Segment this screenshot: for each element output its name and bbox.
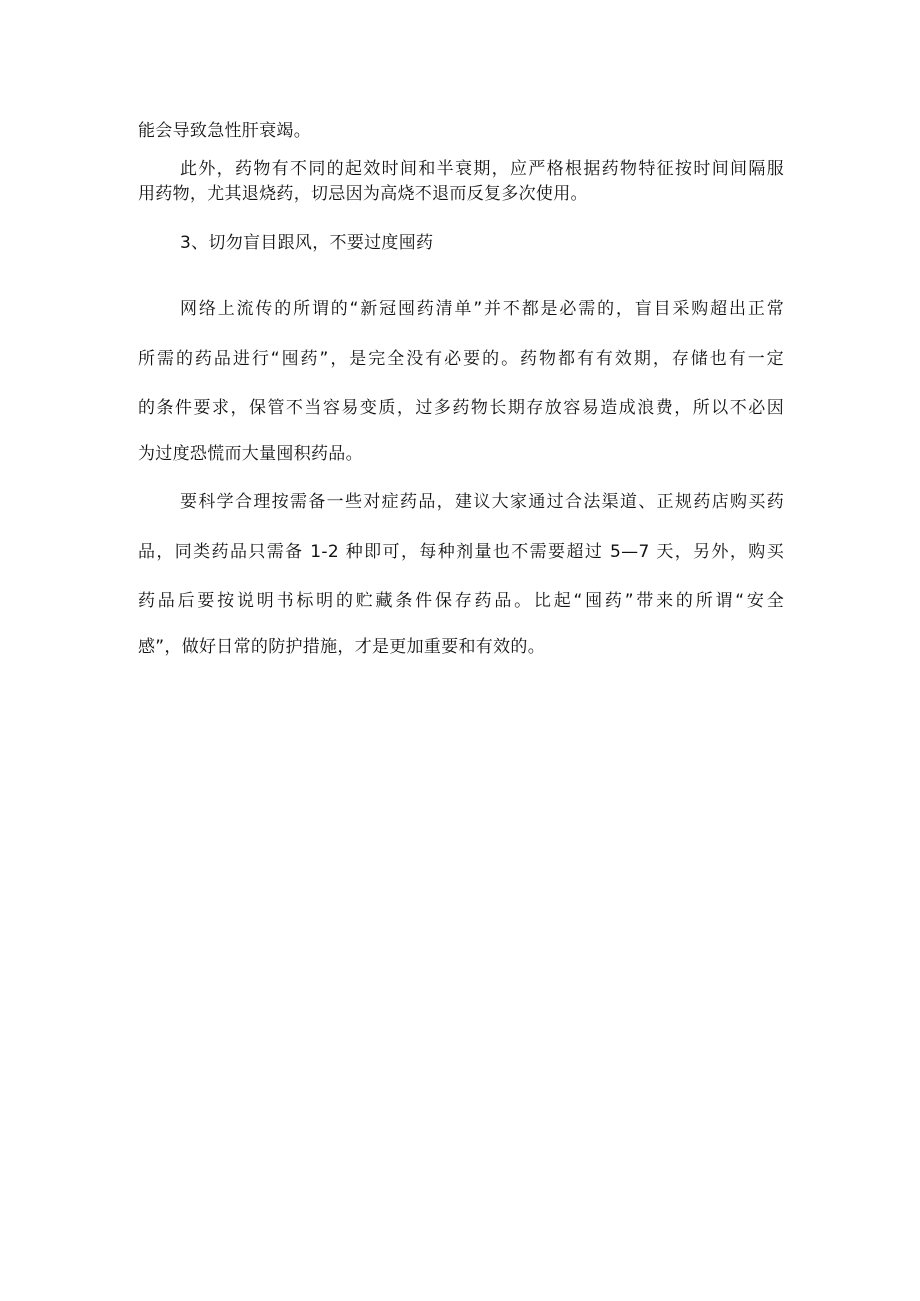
- paragraph-line: 感”，做好日常的防护措施，才是更加重要和有效的。: [138, 637, 546, 657]
- paragraph-line: 用药物，尤其退烧药，切忌因为高烧不退而反复多次使用。: [138, 184, 588, 204]
- paragraph-line: 所需的药品进行“囤药”，是完全没有必要的。药物都有有效期，存储也有一定: [138, 349, 784, 369]
- paragraph-line: 此外，药物有不同的起效时间和半衰期，应严格根据药物特征按时间间隔服: [180, 159, 784, 179]
- paragraph-line: 要科学合理按需备一些对症药品，建议大家通过合法渠道、正规药店购买药: [180, 492, 784, 512]
- paragraph-line: 的条件要求，保管不当容易变质，过多药物长期存放容易造成浪费，所以不必因: [138, 398, 784, 418]
- paragraph-line: 网络上流传的所谓的“新冠囤药清单”并不都是必需的，盲目采购超出正常: [180, 299, 784, 319]
- paragraph-line: 为过度恐慌而大量囤积药品。: [138, 444, 363, 464]
- paragraph-line: 药品后要按说明书标明的贮藏条件保存药品。比起“囤药”带来的所谓“安全: [138, 591, 784, 611]
- paragraph-line: 能会导致急性肝衰竭。: [138, 121, 311, 141]
- section-heading: 3、切勿盲目跟风，不要过度囤药: [180, 233, 434, 253]
- paragraph-line: 品，同类药品只需备 1-2 种即可，每种剂量也不需要超过 5—7 天，另外，购买: [138, 542, 784, 562]
